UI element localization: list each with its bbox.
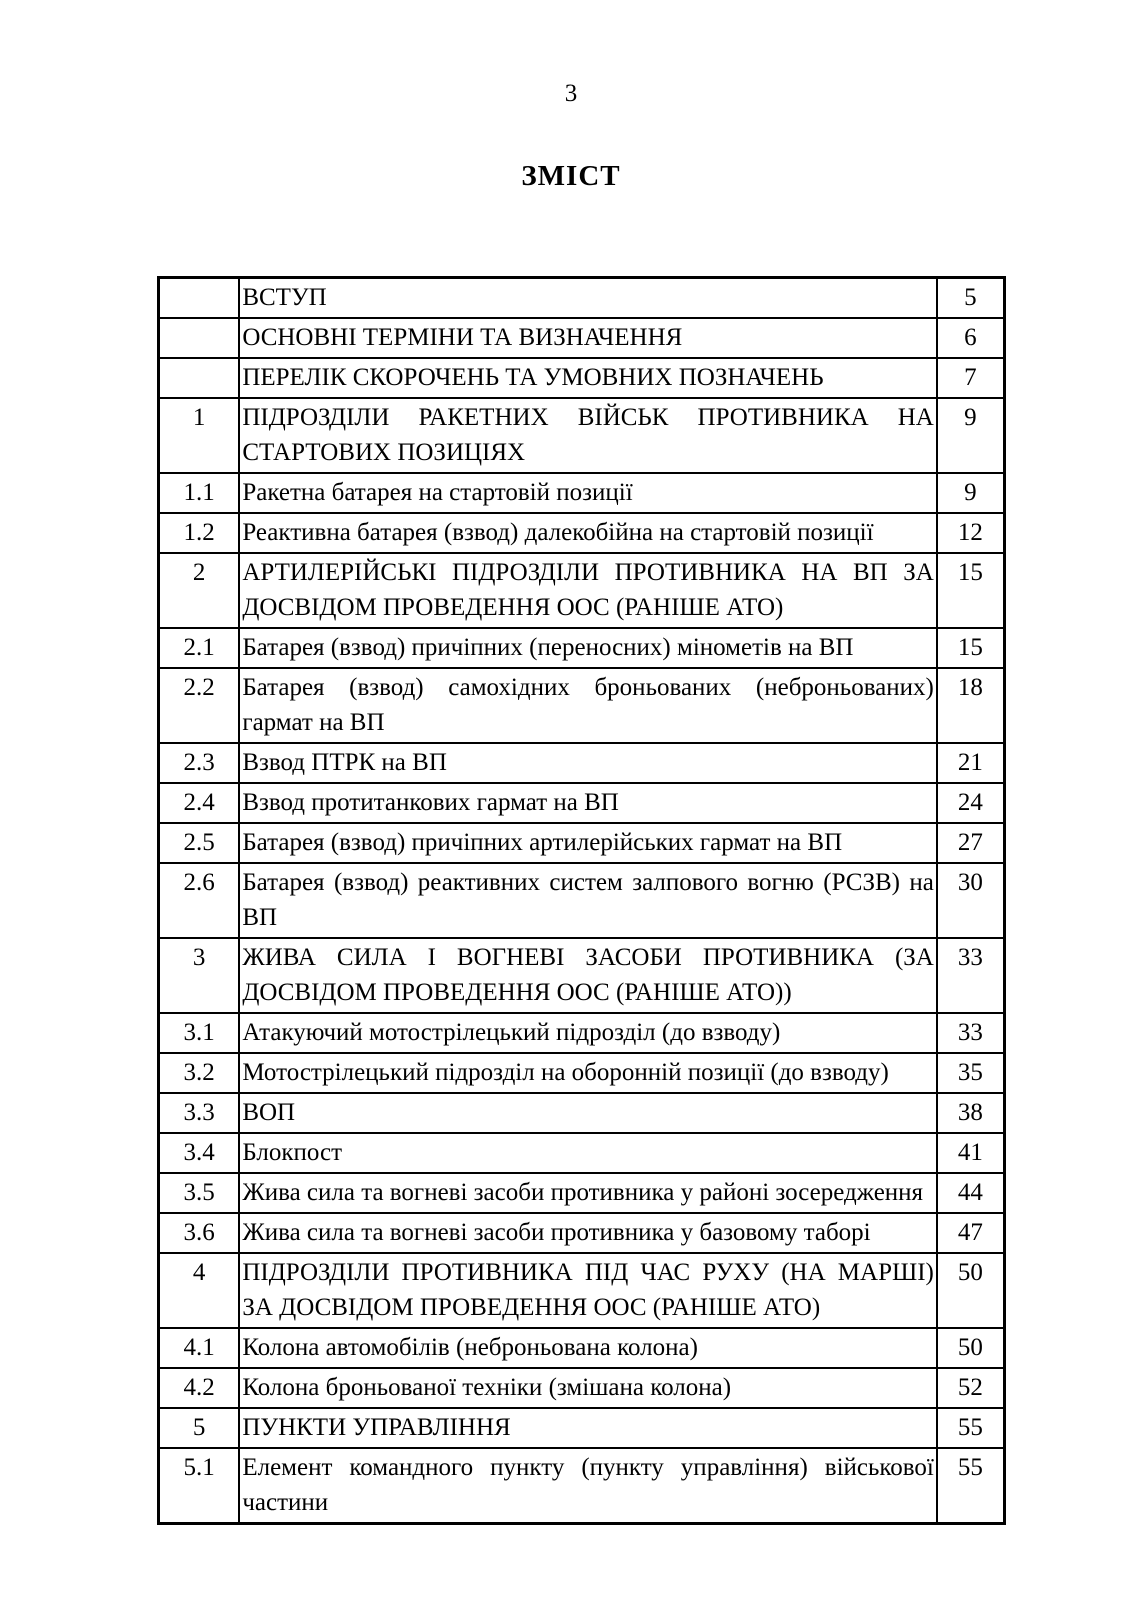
toc-entry-page: 35 <box>937 1053 1005 1093</box>
toc-row <box>159 863 1005 938</box>
toc-entry-title: Елемент командного пункту (пункту управління) військової частини <box>239 1448 937 1524</box>
toc-entry-number: 3.3 <box>159 1093 240 1133</box>
toc-row <box>159 1328 1005 1368</box>
toc-entry-page: 47 <box>937 1213 1005 1253</box>
toc-entry-page: 33 <box>937 938 1005 1013</box>
toc-entry-number: 5.1 <box>159 1448 240 1524</box>
toc-row <box>159 553 1005 628</box>
toc-row <box>159 473 1005 513</box>
toc-entry-page: 21 <box>937 743 1005 783</box>
toc-entry-page: 5 <box>937 278 1005 319</box>
toc-entry-page: 24 <box>937 783 1005 823</box>
toc-entry-title: Блокпост <box>239 1133 937 1173</box>
toc-entry-page: 7 <box>937 358 1005 398</box>
toc-entry-number <box>159 278 240 319</box>
toc-row <box>159 1173 1005 1213</box>
toc-row <box>159 1213 1005 1253</box>
toc-entry-title: Батарея (взвод) причіпних (переносних) мінометів на ВП <box>239 628 937 668</box>
toc-entry-number: 2.2 <box>159 668 240 743</box>
toc-row <box>159 358 1005 398</box>
toc-entry-number <box>159 318 240 358</box>
page-title: ЗМІСТ <box>521 160 621 192</box>
toc-row <box>159 1253 1005 1328</box>
toc-entry-title: ПІДРОЗДІЛИ РАКЕТНИХ ВІЙСЬК ПРОТИВНИКА НА СТАРТОВИХ ПОЗИЦІЯХ <box>239 398 937 473</box>
toc-entry-number: 1.2 <box>159 513 240 553</box>
toc-table <box>157 276 1006 1525</box>
toc-entry-number: 3.4 <box>159 1133 240 1173</box>
toc-entry-page: 50 <box>937 1253 1005 1328</box>
toc-entry-page: 9 <box>937 473 1005 513</box>
toc-entry-number: 2.3 <box>159 743 240 783</box>
toc-entry-title: ПІДРОЗДІЛИ ПРОТИВНИКА ПІД ЧАС РУХУ (НА МАРШІ) ЗА ДОСВІДОМ ПРОВЕДЕННЯ ООС (РАНІШЕ АТО) <box>239 1253 937 1328</box>
toc-entry-number: 3.1 <box>159 1013 240 1053</box>
toc-entry-number: 5 <box>159 1408 240 1448</box>
toc-entry-page: 38 <box>937 1093 1005 1133</box>
toc-body <box>159 278 1005 1524</box>
toc-entry-number: 3.6 <box>159 1213 240 1253</box>
toc-entry-number: 2 <box>159 553 240 628</box>
toc-row <box>159 1053 1005 1093</box>
toc-row <box>159 668 1005 743</box>
toc-row <box>159 318 1005 358</box>
toc-row <box>159 513 1005 553</box>
toc-row <box>159 783 1005 823</box>
page-number: 3 <box>564 80 578 107</box>
toc-entry-page: 12 <box>937 513 1005 553</box>
toc-entry-number: 3.5 <box>159 1173 240 1213</box>
toc-entry-number: 4.2 <box>159 1368 240 1408</box>
toc-entry-number: 1 <box>159 398 240 473</box>
toc-entry-title: ПЕРЕЛІК СКОРОЧЕНЬ ТА УМОВНИХ ПОЗНАЧЕНЬ <box>239 358 937 398</box>
toc-entry-title: Колона автомобілів (неброньована колона) <box>239 1328 937 1368</box>
toc-row <box>159 1448 1005 1524</box>
toc-entry-title: Атакуючий мотострілецький підрозділ (до взводу) <box>239 1013 937 1053</box>
toc-row <box>159 1133 1005 1173</box>
toc-entry-page: 44 <box>937 1173 1005 1213</box>
toc-entry-page: 41 <box>937 1133 1005 1173</box>
toc-row <box>159 398 1005 473</box>
toc-entry-title: Жива сила та вогневі засоби противника у базовому таборі <box>239 1213 937 1253</box>
toc-entry-title: Колона броньованої техніки (змішана колона) <box>239 1368 937 1408</box>
toc-entry-number: 3.2 <box>159 1053 240 1093</box>
toc-row <box>159 1093 1005 1133</box>
toc-row <box>159 1013 1005 1053</box>
toc-entry-page: 27 <box>937 823 1005 863</box>
toc-entry-title: Ракетна батарея на стартовій позиції <box>239 473 937 513</box>
toc-entry-number: 1.1 <box>159 473 240 513</box>
toc-entry-title: Жива сила та вогневі засоби противника у районі зосередження <box>239 1173 937 1213</box>
toc-entry-title: Мотострілецький підрозділ на оборонній позиції (до взводу) <box>239 1053 937 1093</box>
toc-row <box>159 938 1005 1013</box>
toc-entry-number: 2.1 <box>159 628 240 668</box>
toc-entry-number: 4 <box>159 1253 240 1328</box>
toc-entry-title: ПУНКТИ УПРАВЛІННЯ <box>239 1408 937 1448</box>
toc-entry-page: 6 <box>937 318 1005 358</box>
toc-entry-title: Взвод ПТРК на ВП <box>239 743 937 783</box>
toc-entry-number <box>159 358 240 398</box>
toc-entry-number: 4.1 <box>159 1328 240 1368</box>
toc-row <box>159 823 1005 863</box>
toc-entry-page: 15 <box>937 628 1005 668</box>
toc-entry-title: Батарея (взвод) причіпних артилерійських гармат на ВП <box>239 823 937 863</box>
toc-row <box>159 628 1005 668</box>
toc-entry-page: 50 <box>937 1328 1005 1368</box>
toc-entry-title: ОСНОВНІ ТЕРМІНИ ТА ВИЗНАЧЕННЯ <box>239 318 937 358</box>
toc-entry-number: 2.4 <box>159 783 240 823</box>
toc-entry-number: 2.5 <box>159 823 240 863</box>
toc-row <box>159 1408 1005 1448</box>
toc-entry-page: 52 <box>937 1368 1005 1408</box>
toc-entry-page: 55 <box>937 1408 1005 1448</box>
toc-entry-number: 3 <box>159 938 240 1013</box>
toc-entry-page: 30 <box>937 863 1005 938</box>
toc-entry-title: ЖИВА СИЛА І ВОГНЕВІ ЗАСОБИ ПРОТИВНИКА (ЗА ДОСВІДОМ ПРОВЕДЕННЯ ООС (РАНІШЕ АТО)) <box>239 938 937 1013</box>
toc-entry-page: 15 <box>937 553 1005 628</box>
toc-row <box>159 1368 1005 1408</box>
toc-entry-page: 55 <box>937 1448 1005 1524</box>
toc-entry-page: 33 <box>937 1013 1005 1053</box>
toc-row <box>159 278 1005 319</box>
toc-entry-page: 18 <box>937 668 1005 743</box>
toc-entry-title: Реактивна батарея (взвод) далекобійна на стартовій позиції <box>239 513 937 553</box>
toc-entry-title: Батарея (взвод) самохідних броньованих (неброньованих) гармат на ВП <box>239 668 937 743</box>
toc-entry-number: 2.6 <box>159 863 240 938</box>
toc-entry-title: АРТИЛЕРІЙСЬКІ ПІДРОЗДІЛИ ПРОТИВНИКА НА ВП ЗА ДОСВІДОМ ПРОВЕДЕННЯ ООС (РАНІШЕ АТО) <box>239 553 937 628</box>
toc-entry-title: Взвод протитанкових гармат на ВП <box>239 783 937 823</box>
toc-entry-title: Батарея (взвод) реактивних систем залпового вогню (РСЗВ) на ВП <box>239 863 937 938</box>
toc-entry-page: 9 <box>937 398 1005 473</box>
toc-entry-title: ВОП <box>239 1093 937 1133</box>
toc-row <box>159 743 1005 783</box>
toc-entry-title: ВСТУП <box>239 278 937 319</box>
